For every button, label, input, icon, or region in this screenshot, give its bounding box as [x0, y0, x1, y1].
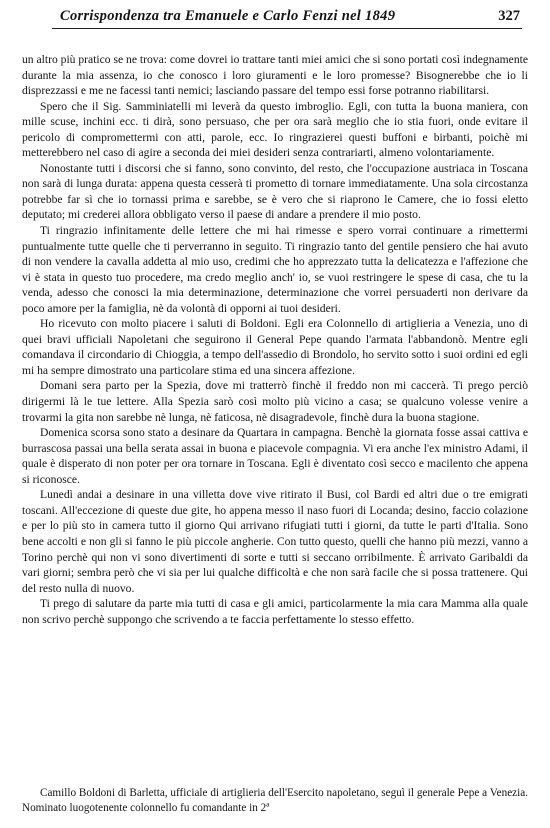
paragraph-9: Ti prego di salutare da parte mia tutti di casa e gli amici, particolarmente la mia cara Mamma alla quale non scrivo perchè suppongo che scrivendo a te faccia perfettamente lo stesso effetto.	[22, 597, 528, 626]
paragraph-5: Ho ricevuto con molto piacere i saluti di Boldoni. Egli era Colonnello di artiglieria a Venezia, uno di quei bravi ufficiali Napoletani che seguirono il General Pepe quando l'armata l'abbandonò. Mentre egli comandava il circondario di Chioggia, a tempo dell'assedio di Brondolo, ho servito sotto i suoi ordini ed egli mi ha sempre dimostrato una particolare stima ed una sincera affezione.	[22, 317, 528, 377]
running-header	[52, 6, 522, 29]
paragraph-4: Ti ringrazio infinitamente delle lettere che mi hai rimesse e spero vorrai continuare a rimettermi puntualmente tutte quelle che ti perverranno in seguito. Ti ringrazio tanto del gentile pensiero che hai avuto di non vendere la cavalla addetta al mio uso, credimi che ho apprezzato tutta la delicatezza e l'affezione che vi è stata in questo tuo procedere, ma credo meglio anch' io, se vuoi restringere le spese di casa, che tu la venda, adesso che conosci la mia determinazione, determinazione che vorrei persuaderti non derivare da poco amore per la famiglia, nè da volontà di opporni ai tuoi desideri.	[22, 224, 528, 315]
paragraph-3: Nonostante tutti i discorsi che si fanno, sono convinto, del resto, che l'occupazione austriaca in Toscana non sarà di lunga durata: appena questa cesserà ti prometto di tornare immediatamente. Una sola circostanza potrebbe far sì che io tornassi prima e sarebbe, se è vero che si riaprono le Camere, che io fossi eletto deputato; mi crederei allora obbligato verso il paese di andare a prendere il mio posto.	[22, 161, 528, 222]
footnote	[22, 786, 528, 816]
paragraph-6: Domani sera parto per la Spezia, dove mi tratterrò finchè il freddo non mi caccerà. Ti prego perciò dirigermi là le tue lettere. Alla Spezia sarò così molto più vicino a casa; se qualcuno volesse venire a trovarmi la gita non sarebbe nè lunga, nè faticosa, nè disagradevole, finchè dura la buona stagione.	[22, 379, 528, 424]
paragraph-7: Domenica scorsa sono stato a desinare da Quartara in campagna. Benchè la giornata fosse assai cattiva e burrascosa passai una bella serata assai in buona e piacevole compagnia. Vi era anche l'ex ministro Adami, il quale è disperato di non poter per ora tornare in Toscana. Egli è diventato così secco e macilento che appena si riconosce.	[22, 426, 528, 486]
paragraph-8: Lunedì andai a desinare in una villetta dove vive ritirato il Busi, col Bardi ed altri due o tre emigrati toscani. All'eccezione di queste due gite, ho appena messo il naso fuori di Locanda; desino, faccio colazione e per lo più sto in camera tutto il giorno Qui arrivano rifugiati tutti i giorni, da tutte le parti d'Italia. Sono bene accolti e non gli si fanno le più piccole angherie. Con tutto questo, quelli che hanno più mezzi, vanno a Torino perchè qui non vi sono divertimenti di sorte e tutti si seccano orribilmente. È arrivato Garibaldi da vari giorni; sembra però che vi sia per lui qualche difficoltà e che non sarà facile che si possa trattenere. Qui del resto nulla di nuovo.	[22, 488, 528, 595]
paragraph-2: Spero che il Sig. Samminiatelli mi leverà da questo imbroglio. Egli, con tutta la buona maniera, con mille scuse, inchini ecc. ti dirà, sono persuaso, che per ora sarà meglio che io stia fuori, onde evitare il pericolo di compromettermi con atti, parole, ecc. Io ringrazierei questi buffoni e birbanti, poichè mi metterebbero nel caso di agire a seconda dei miei desideri senza contrariarti, almeno volontariamente.	[22, 99, 528, 160]
paragraph-1: un altro più pratico se ne trova: come dovrei io trattare tanti miei amici che si sono portati così indegnamente durante la mia assenza, io che conosco i loro giuramenti e le loro promesse? Bisognerebbe che io li disprezzassi e me ne facessi tanti nemici; lasciando passare del tempo essi forse potranno riabilitarsi.	[22, 53, 528, 98]
letter-body	[22, 52, 528, 627]
footnote-text: Camillo Boldoni di Barletta, ufficiale di artiglieria dell'Esercito napoletano, seguì il generale Pepe a Venezia. Nominato luogotenente colonnello fu comandante in 2ª	[22, 787, 528, 814]
page-number: 327	[498, 8, 520, 24]
running-title: Corrispondenza tra Emanuele e Carlo Fenzi nel 1849	[60, 8, 396, 24]
